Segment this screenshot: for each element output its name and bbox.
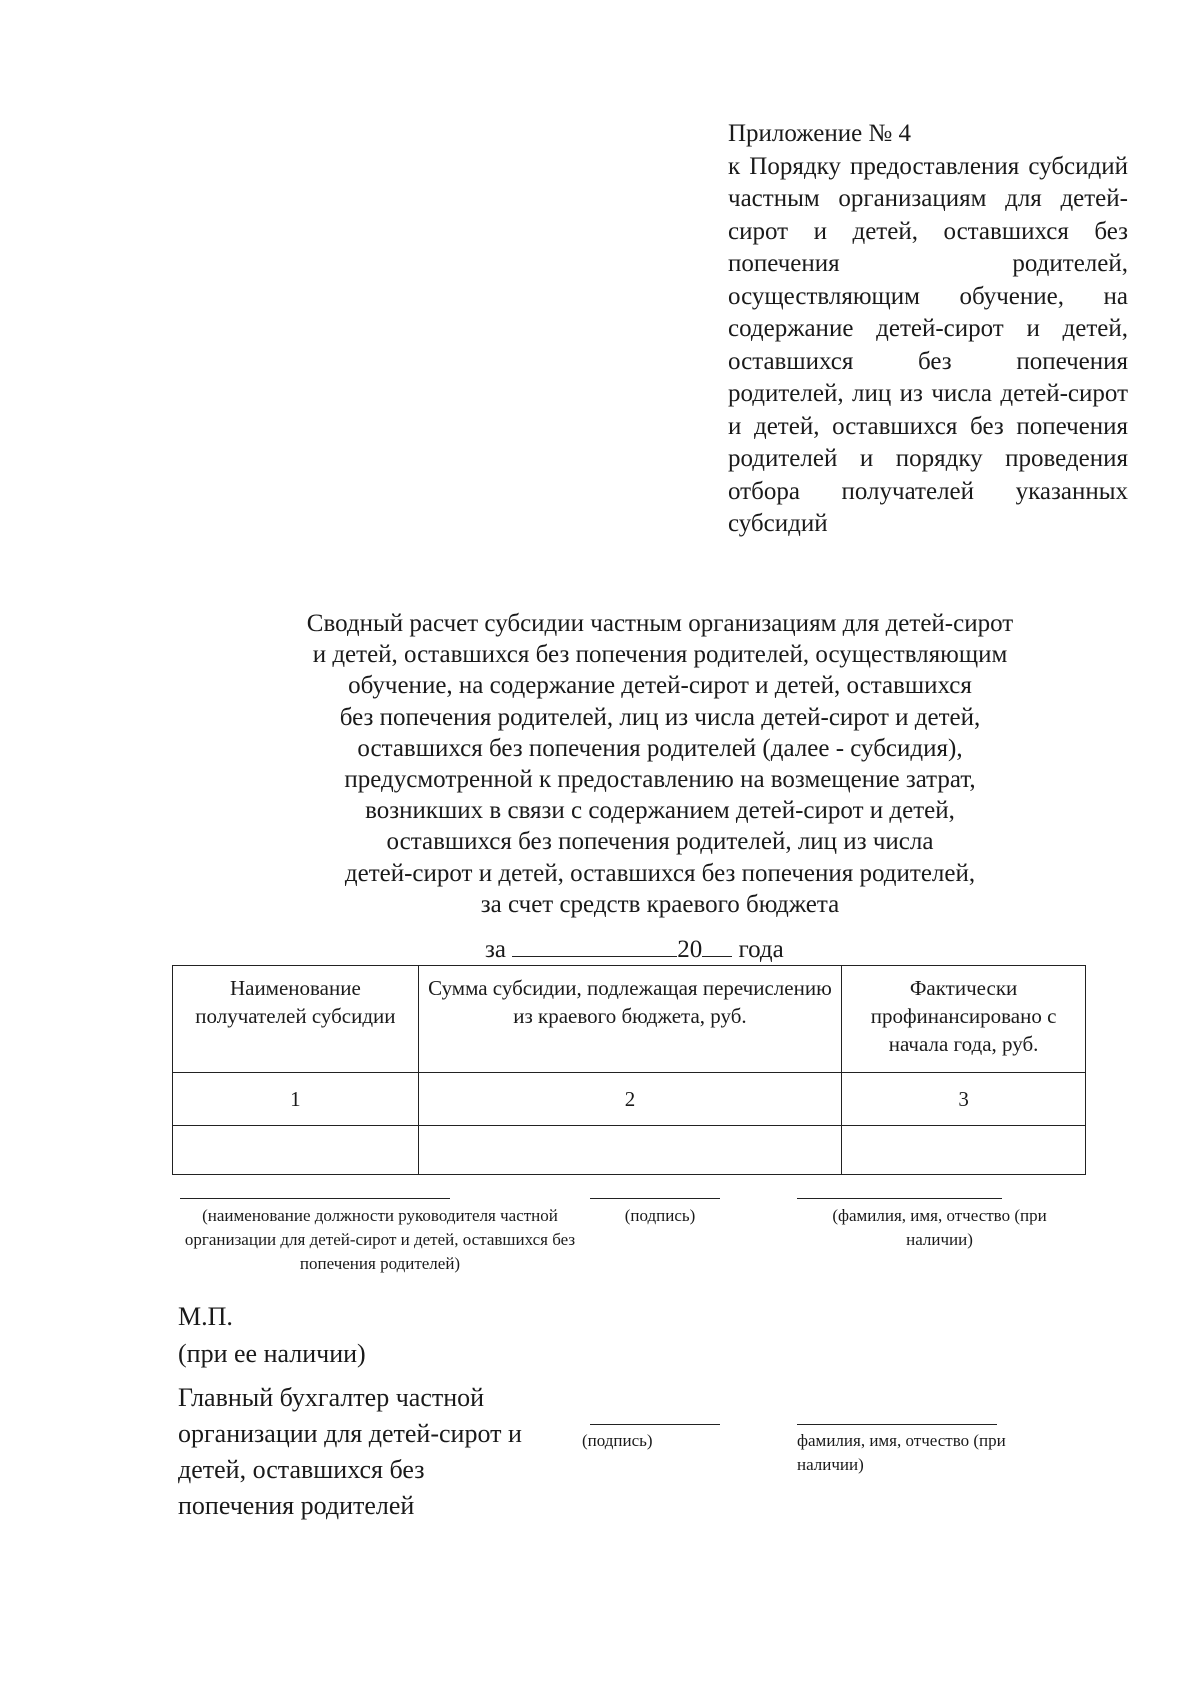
head-position-line[interactable] <box>180 1198 450 1199</box>
title-line: за счет средств краевого бюджета <box>480 890 840 918</box>
title-line: обучение, на содержание детей-сирот и детей, оставшихся <box>348 672 972 700</box>
column-number: 2 <box>418 1073 841 1126</box>
accountant-title <box>178 1380 578 1524</box>
title-line: оставшихся без попечения родителей, лиц из числа <box>386 828 934 856</box>
table-row <box>173 1126 1086 1175</box>
appendix-text: к Порядку предоставления субсидий частным организациям для детей-сирот и детей, оставшихся без попечения родителей, осуществляющим обучение, на содержание детей-сирот и детей, оставшихся без попечения родителей, лиц из числа детей-сирот и детей, оставшихся без попечения родителей и порядку проведения отбора получателей указанных субсидий <box>728 152 1128 537</box>
accountant-name-line[interactable] <box>797 1424 997 1425</box>
period-line <box>485 934 784 966</box>
document-title <box>200 608 1120 920</box>
subsidy-table <box>172 965 1086 1175</box>
title-line: предусмотренной к предоставлению на возмещение затрат, <box>344 766 976 794</box>
stamp-note: (при ее наличии) <box>178 1339 366 1368</box>
table-header-row <box>173 966 1086 1073</box>
stamp-block <box>178 1298 366 1372</box>
title-line: детей-сирот и детей, оставшихся без попечения родителей, <box>344 859 976 887</box>
column-number: 3 <box>842 1073 1086 1126</box>
column-number: 1 <box>173 1073 419 1126</box>
header-subsidy-amount: Сумма субсидии, подлежащая перечислению из краевого бюджета, руб. <box>418 966 841 1073</box>
accountant-line: Главный бухгалтер частной <box>178 1383 485 1412</box>
period-suffix: года <box>738 936 784 963</box>
header-recipients: Наименование получателей субсидии <box>173 966 419 1073</box>
accountant-signature-line[interactable] <box>590 1424 720 1425</box>
appendix-heading: Приложение № 4 <box>728 120 912 147</box>
head-name-line[interactable] <box>797 1198 1002 1199</box>
accountant-line: детей, оставшихся без <box>178 1455 425 1484</box>
table-cell[interactable] <box>418 1126 841 1175</box>
period-year-prefix: 20 <box>677 936 703 963</box>
head-position-caption: (наименование должности руководителя частной организации для детей-сирот и детей, оставшихся без попечения родителей) <box>184 1206 576 1273</box>
appendix-block <box>728 118 1128 541</box>
head-signature-caption: (подпись) <box>624 1206 696 1225</box>
accountant-line: попечения родителей <box>178 1491 415 1520</box>
title-line: оставшихся без попечения родителей (далее - субсидия), <box>357 734 963 762</box>
table-cell[interactable] <box>173 1126 419 1175</box>
title-line: и детей, оставшихся без попечения родителей, осуществляющим <box>312 641 1008 669</box>
title-line: возникших в связи с содержанием детей-сирот и детей, <box>365 797 955 825</box>
table-cell[interactable] <box>842 1126 1086 1175</box>
title-line: Сводный расчет субсидии частным организациям для детей-сирот <box>306 610 1014 637</box>
header-financed: Фактически профинансировано с начала года, руб. <box>842 966 1086 1073</box>
head-name-caption: (фамилия, имя, отчество (при наличии) <box>832 1206 1047 1249</box>
accountant-signature-caption: (подпись) <box>582 1431 653 1450</box>
period-blank[interactable] <box>512 934 677 957</box>
head-signature-line[interactable] <box>590 1198 720 1199</box>
title-line: без попечения родителей, лиц из числа детей-сирот и детей, <box>339 703 981 731</box>
accountant-line: организации для детей-сирот и <box>178 1419 522 1448</box>
stamp-label: М.П. <box>178 1302 233 1331</box>
accountant-name-caption: фамилия, имя, отчество (при наличии) <box>797 1431 1006 1474</box>
period-prefix: за <box>485 936 506 963</box>
year-blank[interactable] <box>702 934 732 957</box>
table-column-number-row <box>173 1073 1086 1126</box>
